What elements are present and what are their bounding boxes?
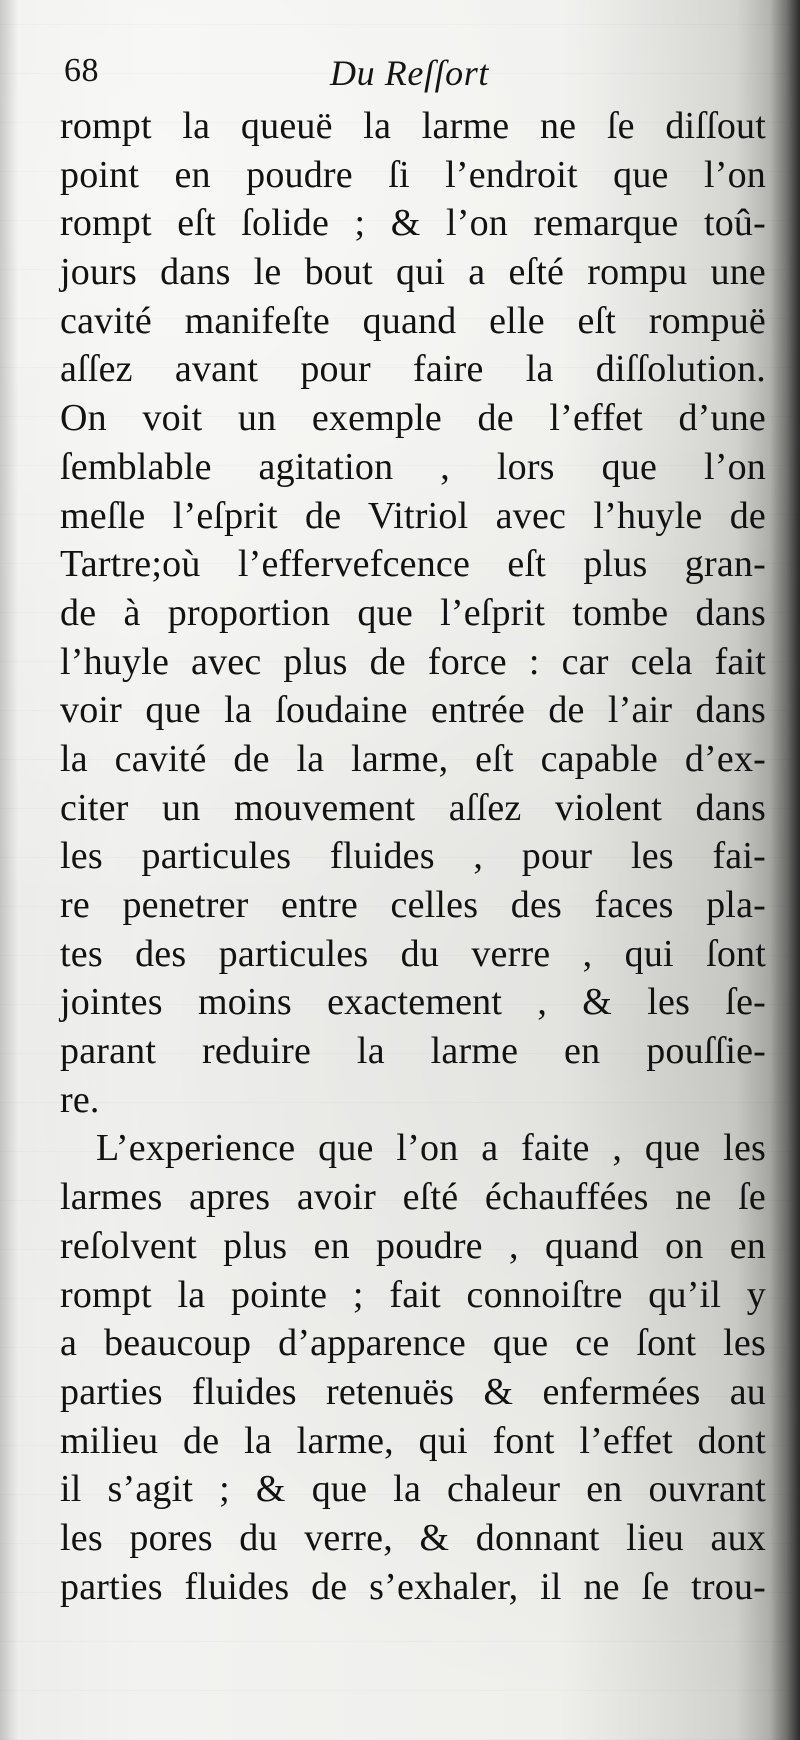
text-line: il s’agit ; & que la chaleur en ouvrant bbox=[60, 1468, 766, 1511]
text-line: voir que la ſoudaine entrée de l’air dans bbox=[60, 689, 766, 732]
text-line: ſemblable agitation , lors que l’on bbox=[60, 445, 766, 488]
text-line: rompt la pointe ; fait connoiſtre qu’il y bbox=[60, 1273, 766, 1316]
text-line: l’huyle avec plus de force : car cela fait bbox=[60, 640, 766, 683]
text-line: les particules fluides , pour les fai- bbox=[60, 835, 766, 878]
text-line: parant reduire la larme en pouſſie- bbox=[60, 1030, 766, 1073]
body-text bbox=[60, 102, 766, 1611]
text-line: On voit un exemple de l’effet d’une bbox=[60, 397, 766, 440]
text-line: reſolvent plus en poudre , quand on en bbox=[60, 1224, 766, 1267]
page-gutter-shadow bbox=[770, 0, 800, 1740]
text-line: point en poudre ſi l’endroit que l’on bbox=[60, 153, 766, 196]
text-line: les pores du verre, & donnant lieu aux bbox=[60, 1516, 766, 1559]
text-line: tes des particules du verre , qui ſont bbox=[60, 932, 766, 975]
text-line: rompt eſt ſolide ; & l’on remarque toû- bbox=[60, 202, 766, 245]
text-line: milieu de la larme, qui font l’effet dont bbox=[60, 1419, 766, 1462]
text-line: re penetrer entre celles des faces pla- bbox=[60, 884, 766, 926]
running-title: Du Reſſort bbox=[330, 53, 489, 93]
page-number: 68 bbox=[64, 52, 99, 89]
text-line: meſle l’eſprit de Vitriol avec l’huyle de bbox=[60, 494, 766, 537]
page-left-edge-shadow bbox=[0, 0, 18, 1740]
text-line: re. bbox=[60, 1078, 100, 1121]
text-line: parties fluides de s’exhaler, il ne ſe trou- bbox=[60, 1565, 766, 1608]
text-line: de à proportion que l’eſprit tombe dans bbox=[60, 591, 766, 634]
text-line: la cavité de la larme, eſt capable d’ex- bbox=[60, 737, 766, 780]
text-line: citer un mouvement aſſez violent dans bbox=[60, 786, 766, 829]
text-line: cavité manifeſte quand elle eſt rompuë bbox=[60, 299, 766, 342]
text-line: larmes apres avoir eſté échauffées ne ſe bbox=[60, 1176, 766, 1219]
text-line: Tartre;où l’effervefcence eſt plus gran- bbox=[60, 543, 766, 586]
page-header bbox=[64, 52, 754, 98]
text-line: a beaucoup d’apparence que ce ſont les bbox=[60, 1322, 766, 1365]
text-line: aſſez avant pour faire la diſſolution. bbox=[60, 348, 766, 391]
text-line: jours dans le bout qui a eſté rompu une bbox=[60, 251, 766, 294]
text-line: rompt la queuë la larme ne ſe diſſout bbox=[60, 105, 766, 147]
text-line: jointes moins exactement , & les ſe- bbox=[60, 981, 766, 1024]
text-line: L’experience que l’on a faite , que les bbox=[96, 1127, 766, 1170]
text-line: parties fluides retenuës & enfermées au bbox=[60, 1370, 766, 1413]
